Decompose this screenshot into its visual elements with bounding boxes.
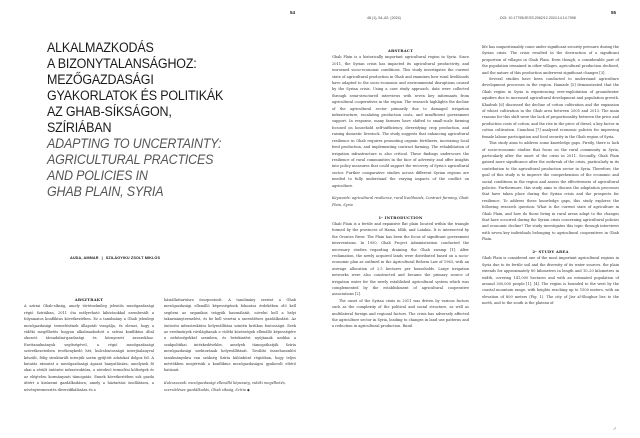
title-hu-line: SZÍRIÁBAN [47,120,112,136]
abstract-hu-column-1 [24,297,154,393]
study-area-heading: 2- STUDY AREA [532,248,569,254]
author-1: AUDA, AMMAR [70,256,99,260]
title-en-line: AGRICULTURAL PRACTICES [47,152,214,168]
author-line [70,256,160,260]
abstract-hu-text-1: A szíriai Ghab-síkság, amely történelmileg jelentős mezőgazdasági régió Szíriában, 2011 óta mélyreható kihívásokkal szembesült a folyamatos konfliktus következtében. Ez a tanulmány a Ghab jelenlegi mezőgazdasági termelésének állapotát vizsgálja, és elemzi, hogy a vidéki megélhetés hogyan alkalmazkodott a szíriai konfliktus által okozott társadalmi-gazdasági és környezeti zavarokhoz. Esettanulmányok segítségével, a régió mezőgazdasági szövetkezeteiben tevékenykedő hét, kulcsfontosságú interjúalanyval készült, félig strukturált interjúk során gyűjtött adatokat dolgoz fel. A kutatás rámutat a mezőgazdasági ágazat hanyatlására, amelynek fő okai a sérült öntözési infrastruktúra, a növekvő termelési költségek és az elégtelen kormányzati támogatás. Ennek következtében sok gazda áttért a kisüzemi gazdálkodásra, amely a háztartási önellátásra, a növénytermesztés diverzifikálására és a [24,304,154,392]
title-en-line: ADAPTING TO UNCERTAINTY: [47,136,222,152]
title-hu-line: GYAKORLATOK ÉS POLITIKÁK [47,88,224,104]
title-hu-line: AZ GHAB-SÍKSÁGON, [47,104,172,120]
right-column-1 [332,48,469,330]
doi-link[interactable]: DOI: 10.17795/JEGS.2062/12.2024.14.14.7998 [500,16,576,20]
author-separator: | [101,256,103,260]
abstract-hu-text-2: háziállattartásra összpontosít. A tanulmány szerint a Ghab mezőgazdasági ellenálló képességének fokozása érdekében elő kell segíteni az organikus trágyák használatát, növelni kell a helyi takarmánytermelést, és be kell vezetni a szerződéses gazdálkodást. Az öntözési infrastruktúra helyreállítása szintén kritikus fontosságú. Ezek az eredmények rávilágítanak a vidéki közösségek ellenálló képességére a nehézségekkel szemben, és betekintést nyújtanak azokba a szakpolitikai intézkedésekbe, amelyek támogathatják Szíria mezőgazdasági szektorának helyreállítását. További összehasonlító tanulmányokra van szükség Szíria különböző régióiban, hogy teljes mértékben megértsük a konfliktus mezőgazdaságra gyakorolt eltérő hatásait. [164,298,296,373]
page-number: 55 [611,10,617,15]
introduction-paragraph-1: Ghab Plain is a fertile and expansive flat plain located within the triangle formed by the provinces of Hama, Idlib, and Latakia. It is intersected by the Orontes River. The Plain has been the focus of significant government interventions. In 1950, Ghab Project Administration conducted the necessary studies regarding draining the Ghab swamp [1]. After reclamation, the newly acquired lands were distributed based on a socio-economic plan as outlined in the Agricultural Reform Law of 1963, with an average allocation of 2.5 hectares per households. Large irrigation networks were also constructed and became the primary source of irrigation water for the newly established agricultural system which was complemented by the establishment of agricultural cooperative associations [2]. [332,221,469,297]
title-en-line: GHAB PLAIN, SYRIA [47,184,164,200]
abstract-hu-heading: ABSZTRAKT [74,297,104,302]
title-hu-line: A BIZONYTALANSÁGHOZ: [47,56,197,72]
introduction-paragraph-2: The onset of the Syrian crisis in 2011 was driven by various factors such as the complexity of the political and social structure, as well as multilateral foreign and regional factors. The crisis has adversely affected the agriculture sector in Syria, leading to changes in land use patterns and a reduction in agricultural production. Rural [332,298,469,329]
keywords: Keywords: agricultural resilience, rural livelihoods, Contract farming, Ghab Plain, Syria [332,196,469,207]
body-paragraph: life has unquestionably come under significant security pressure during the Syrian crisis. The crisis resulted in the destruction of a significant proportion of villages in Ghab Plain. Even though, a considerable part of the population remained in other villages, agricultural production declined, and the nature of this production underwent significant changes [3]. [482,45,619,75]
article-title-block [47,40,297,200]
title-en-line: AND POLICIES IN [47,168,148,184]
title-hungarian [47,40,297,136]
abstract-text: Ghab Plain is a historically important agricultural region in Syria. Since 2011, the Syrian crisis has impacted its agricultural productivity, and worsened socio-economic conditions. This study investigates the current state of agricultural production in Ghab and examines how rural livelihoods have adapted to the socio-economic and environmental disruptions caused by the Syrian crisis. Using a case study approach, data were collected through semi-structured interviews with seven key informants from agricultural cooperatives in the region. The research highlights the decline of the agricultural sector primarily due to damaged irrigation infrastructure, escalating production costs, and insufficient government support. In response, many farmers have shifted to small-scale farming focused on household self-sufficiency, diversifying crop production, and raising domestic livestock. The study suggests that enhancing agricultural resilience in Ghab requires promoting organic fertilizers, increasing local feed production, and implementing contract farming. The rehabilitation of irrigation infrastructure is also critical. These findings underscore the resilience of rural communities in the face of adversity and offer insights into policy measures that could support the recovery of Syria's agricultural sector. Further comparative studies across different Syrian regions are needed to fully understand the varying impacts of the conflict on agriculture. [332,55,469,188]
abstract-hu-column-2 [164,297,296,393]
body-paragraph: This study aims to address some knowledge gaps. Firstly, there is lack of socio-economic studies that focus on the rural community in Syria, particularly after the onset of the crisis in 2011. Secondly, Ghab Plain gained more significance after the outbreak of the crisis, particularly in its contribution to the agricultural production sector in Syria. Therefore, the goal of this study is to improve the comprehension of the economic and social conditions in the region and assess the effectiveness of agricultural policies. Furthermore, this study aims to discuss the adaptation processes that have taken place during the Syrian crisis and the prospects for resilience. To address these knowledge gaps, this study explores the following research question: What is the current state of agriculture in Ghab Plain, and how do those living in rural areas adapt to the changes that have occurred during the Syrian crisis concerning agricultural policies and economic decline? The study investigates this topic through interviews with seven key individuals belonging to agricultural cooperatives in Ghab Plain. [482,141,619,242]
right-page [320,0,640,438]
author-2: SZILÁGYIKU ZSOLT MIKLÓS [105,256,161,260]
abstract-heading: ABSTRACT [387,48,414,53]
title-hu-line: ALKALMAZKODÁS [47,40,154,56]
journal-reference: 48 (1), 54–62. (2024) [367,16,401,20]
study-area-paragraph: Ghab Plain is considered one of the most important agricultural regions in Syria due to its fertile soil and the diversity of its water sources. the plain extends for approximately 80 kilometres in length and 10–20 kilometres in width, covering 141,000 hectares and with an estimated population of around 300,000 people [1], [4]. The region is bounded to the west by the coastal mountain range, with heights reaching up to 1500 meters, with an elevation of 800 meters (Fig. 1). The city of Jisr al-Shughur lies to the north, and to the south is the plateau of [482,256,619,306]
page-number: 54 [290,10,296,15]
title-hu-line: MEZŐGAZDASÁGI [47,72,154,88]
introduction-heading: 1- INTRODUCTION [378,214,423,220]
title-english [47,136,297,200]
keywords-hu: Kulcsszavak: mezőgazdasági ellenálló képesség, vidéki megélhetés, szerződéses gazdálkodás, Ghab síkság, Szíria ◆ [164,381,286,392]
body-paragraph: Several studies have been conducted to understand agriculture development processes in the region. Hamade [5] demonstrated that the Ghab region in Syria is experiencing over-exploitation of groundwater aquifers due to increased agricultural development and population growth. Khadrab [6] discussed the decline of cotton cultivation and the expansion of wheat cultivation in the Ghab area between 2005 and 2013. The main reasons for this shift were the lack of proportionality between the price and production costs of cotton, and the rise in the price of diesel, a key factor in cotton cultivation. Cianchini [7] analysed economic policies for improving female labour participation and food security in the Ghab region of Syria. [482,77,619,139]
right-column-2 [482,44,619,307]
continue-arrow-icon: ↗ [613,426,617,431]
